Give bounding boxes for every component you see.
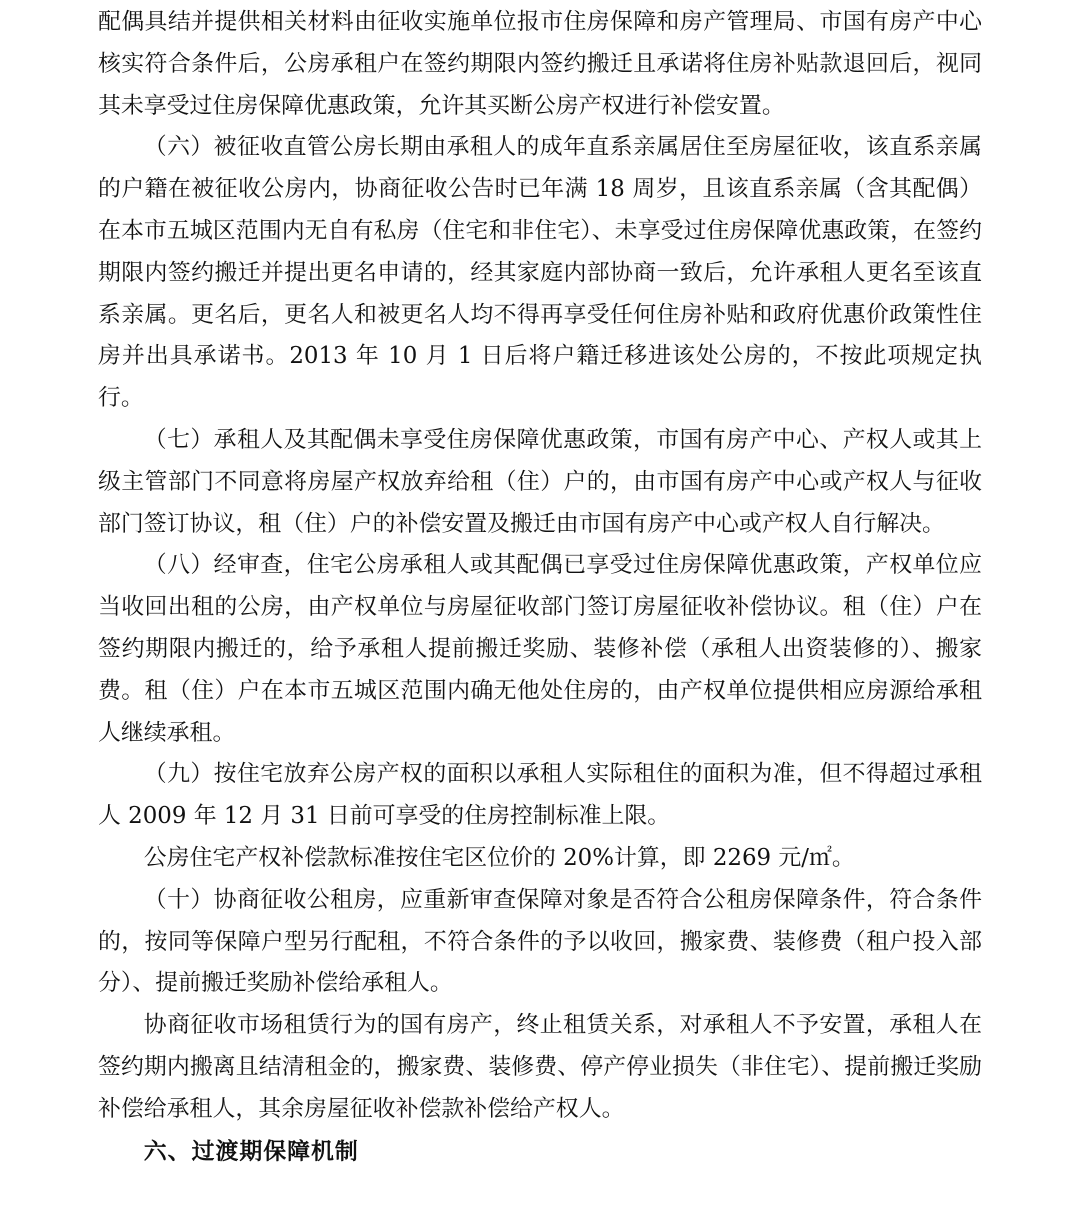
paragraph-spouse-statement: 配偶具结并提供相关材料由征收实施单位报市住房保障和房产管理局、市国有房产中心核实符合条件后，公房承租户在签约期限内签约搬迁且承诺将住房补贴款退回后，视同其未享受过住房保障优惠政策，允许其买断公房产权进行补偿安置。 bbox=[98, 9, 982, 119]
paragraph-compensation-standard: 公房住宅产权补偿款标准按住宅区位价的 20%计算，即 2269 元/㎡。 bbox=[143, 844, 855, 871]
paragraph-item-8: （八）经审查，住宅公房承租人或其配偶已享受过住房保障优惠政策，产权单位应当收回出租的公房，由产权单位与房屋征收部门签订房屋征收补偿协议。租（住）户在签约期限内搬迁的，给予承租人提前搬迁奖励、装修补偿（承租人出资装修的）、搬家费。租（住）户在本市五城区范围内确无他处住房的，由产权单位提供相应房源给承租人继续承租。 bbox=[98, 552, 982, 746]
paragraph-item-10: （十）协商征收公租房，应重新审查保障对象是否符合公租房保障条件，符合条件的，按同等保障户型另行配租，不符合条件的予以收回，搬家费、装修费（租户投入部分）、提前搬迁奖励补偿给承租人。 bbox=[98, 886, 982, 997]
paragraph-item-9: （九）按住宅放弃公房产权的面积以承租人实际租住的面积为准，但不得超过承租人 2009 年 12 月 31 日前可享受的住房控制标准上限。 bbox=[98, 761, 982, 830]
paragraph-item-6: （六）被征收直管公房长期由承租人的成年直系亲属居住至房屋征收，该直系亲属的户籍在被征收公房内，协商征收公告时已年满 18 周岁，且该直系亲属（含其配偶）在本市五城区范围内无自有私房（住宅和非住宅）、未享受过住房保障优惠政策，在签约期限内签约搬迁并提出更名申请的，经其家庭内部协商一致后，允许承租人更名至该直系亲属。更名后，更名人和被更名人均不得再享受任何住房补贴和政府优惠价政策性住房并出具承诺书。2013 年 10 月 1 日后将户籍迁移进该处公房的，不按此项规定执行。 bbox=[98, 134, 982, 412]
section-heading: 六、过渡期保障机制 bbox=[143, 1137, 359, 1165]
document-page bbox=[98, 0, 982, 1172]
paragraph-market-lease: 协商征收市场租赁行为的国有房产，终止租赁关系，对承租人不予安置，承租人在签约期内搬离且结清租金的，搬家费、装修费、停产停业损失（非住宅）、提前搬迁奖励补偿给承租人，其余房屋征收补偿款补偿给产权人。 bbox=[98, 1012, 982, 1122]
paragraph-item-7: （七）承租人及其配偶未享受住房保障优惠政策，市国有房产中心、产权人或其上级主管部门不同意将房屋产权放弃给租（住）户的，由市国有房产中心或产权人与征收部门签订协议，租（住）户的补偿安置及搬迁由市国有房产中心或产权人自行解决。 bbox=[98, 426, 982, 537]
